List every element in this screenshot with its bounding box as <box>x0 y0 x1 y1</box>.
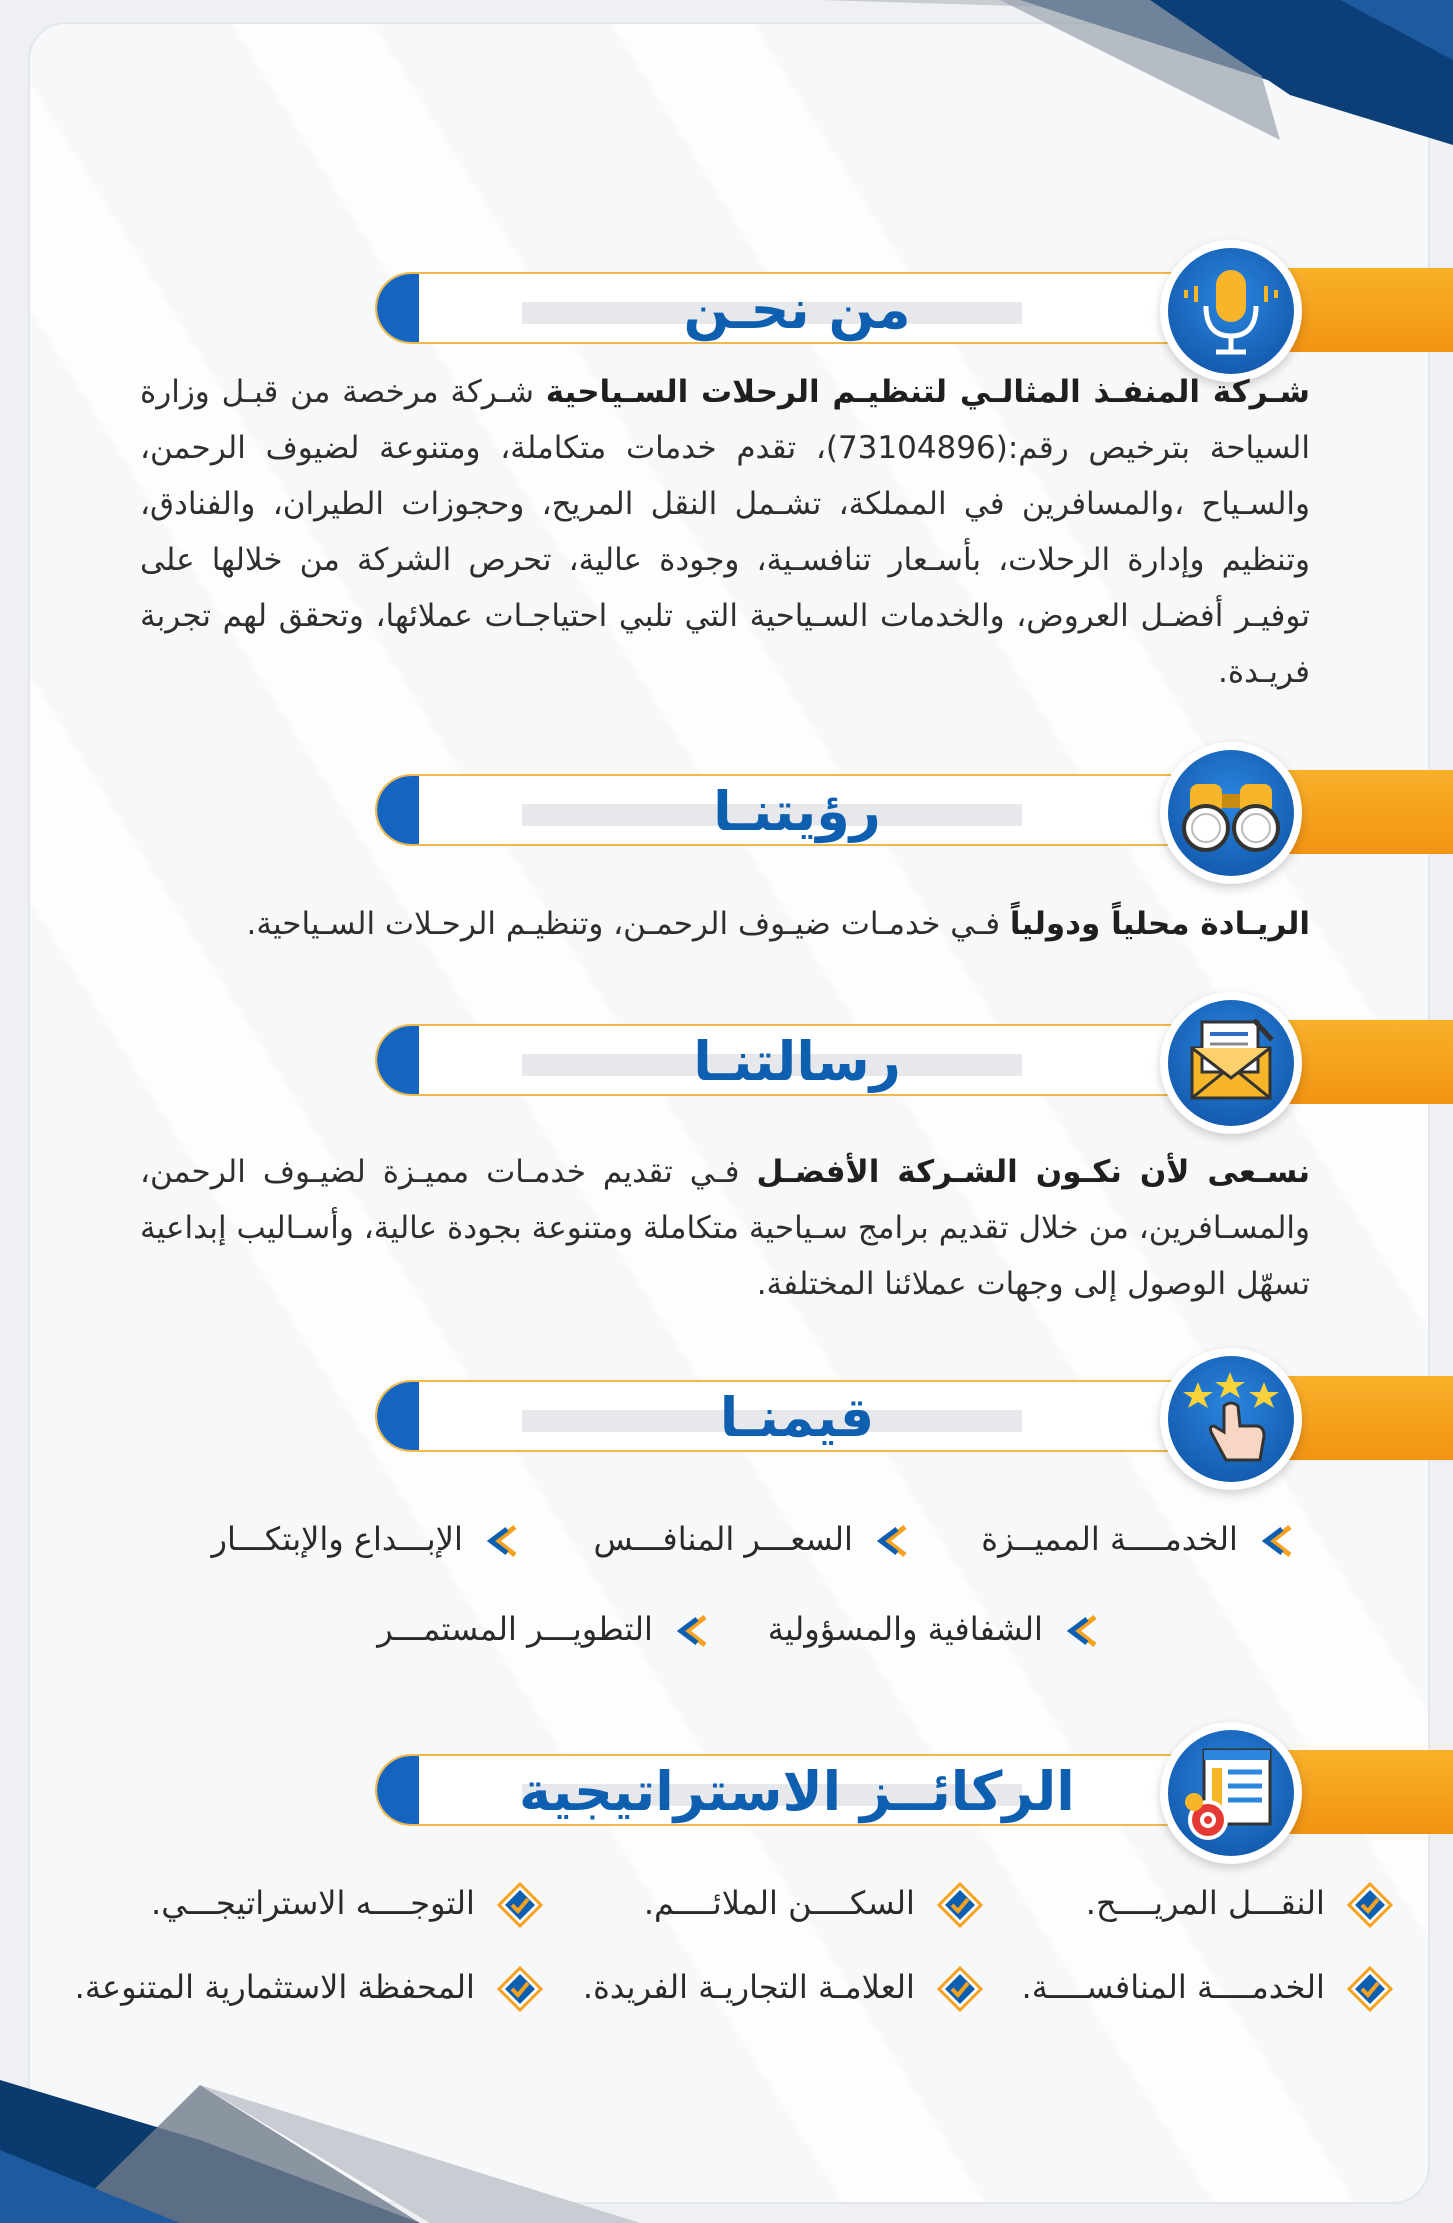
check-badge-icon <box>1347 1966 1393 2012</box>
check-badge-icon <box>937 1882 983 1928</box>
vision-text: فـي خدمـات ضيـوف الرحمـن، وتنظيـم الرحـلات السـياحية. <box>246 906 1010 942</box>
pillar-item: السكــــن الملائــــم. <box>644 1882 983 1928</box>
value-item: الخدمــــة المميــزة <box>981 1520 1298 1561</box>
strategy-board-icon <box>1160 1722 1302 1864</box>
value-item: التطويـــر المستمـــر <box>377 1610 713 1651</box>
check-badge-icon <box>497 1966 543 2012</box>
chevron-left-icon <box>483 1521 523 1561</box>
about-title: من نحـن <box>683 278 911 341</box>
values-heading <box>0 1322 1453 1492</box>
mission-title: رسالتنـا <box>693 1030 901 1093</box>
pillar-item: الخدمــــة المنافســــة. <box>1022 1966 1393 2012</box>
vision-title: رؤيتنـا <box>713 780 881 843</box>
mission-heading <box>0 966 1453 1136</box>
value-item: السعـــر المنافـــس <box>593 1520 913 1561</box>
check-badge-icon <box>497 1882 543 1928</box>
check-badge-icon <box>937 1966 983 2012</box>
heading-pill <box>375 1024 1175 1096</box>
pillar-item: العلامـة التجاريـة الفريدة. <box>583 1966 983 2012</box>
heading-pill <box>375 1754 1175 1826</box>
chevron-left-icon <box>673 1611 713 1651</box>
microphone-icon <box>1160 240 1302 382</box>
mission-text: فـي تقديم خدمـات مميـزة لضيـوف الرحمن، والمسـافرين، من خلال تقديم برامج سـياحية متكاملة ومتنوعة بجودة عالية، وأسـاليب إبداعية تسهّل الوصول إلى وجهات عملائنا المختلفة. <box>140 1154 1310 1302</box>
vision-paragraph <box>140 896 1310 952</box>
pillar-item: التوجــــه الاستراتيجـــي. <box>151 1882 543 1928</box>
value-item: الإبـــداع والإبتكـــار <box>212 1520 523 1561</box>
pillars-title: الركائــز الاستراتيجية <box>519 1760 1075 1823</box>
binoculars-icon <box>1160 742 1302 884</box>
mission-bold: نسـعى لأن نكـون الشـركة الأفضـل <box>756 1154 1310 1190</box>
values-title: قيمنـا <box>719 1386 875 1449</box>
heading-pill <box>375 774 1175 846</box>
about-heading <box>0 214 1453 384</box>
value-item: الشفافية والمسؤولية <box>768 1610 1103 1651</box>
heading-pill <box>375 272 1175 344</box>
heading-pill <box>375 1380 1175 1452</box>
about-text: شـركة مرخصة من قبـل وزارة السياحة بترخيص رقم:(73104896)، تقدم خدمات متكاملة، ومتنوعة لضيوف الرحمن، والسـياح ،والمسافرين في المملكة، تشـمل النقل المريح، وحجوزات الطيران، والفنادق، وتنظيم وإدارة الرحلات، بأسـعار تنافسـية، وجودة عالية، تحرص الشركة من خلالها على توفيـر أفضـل العروض، والخدمات السـياحية التي تلبي احتياجـات عملائها، وتحقق لهم تجربة فريـدة. <box>140 374 1310 690</box>
pillar-item: المحفظة الاستثمارية المتنوعة. <box>75 1966 543 2012</box>
pillars-heading <box>0 1696 1453 1866</box>
chevron-left-icon <box>1258 1521 1298 1561</box>
vision-bold: الريـادة محلياً ودولياً <box>1009 906 1310 942</box>
vision-heading <box>0 716 1453 886</box>
corner-decoration-bottom <box>0 2060 640 2223</box>
chevron-left-icon <box>873 1521 913 1561</box>
about-paragraph <box>140 364 1310 700</box>
check-badge-icon <box>1347 1882 1393 1928</box>
chevron-left-icon <box>1063 1611 1103 1651</box>
hand-stars-icon <box>1160 1348 1302 1490</box>
pillar-item: النقـــل المريــــح. <box>1086 1882 1393 1928</box>
mission-paragraph <box>140 1144 1310 1312</box>
about-bold: شـركة المنفـذ المثالـي لتنظيـم الرحلات السـياحية <box>545 374 1311 410</box>
corner-decoration-top <box>820 0 1453 150</box>
envelope-letter-icon <box>1160 992 1302 1134</box>
